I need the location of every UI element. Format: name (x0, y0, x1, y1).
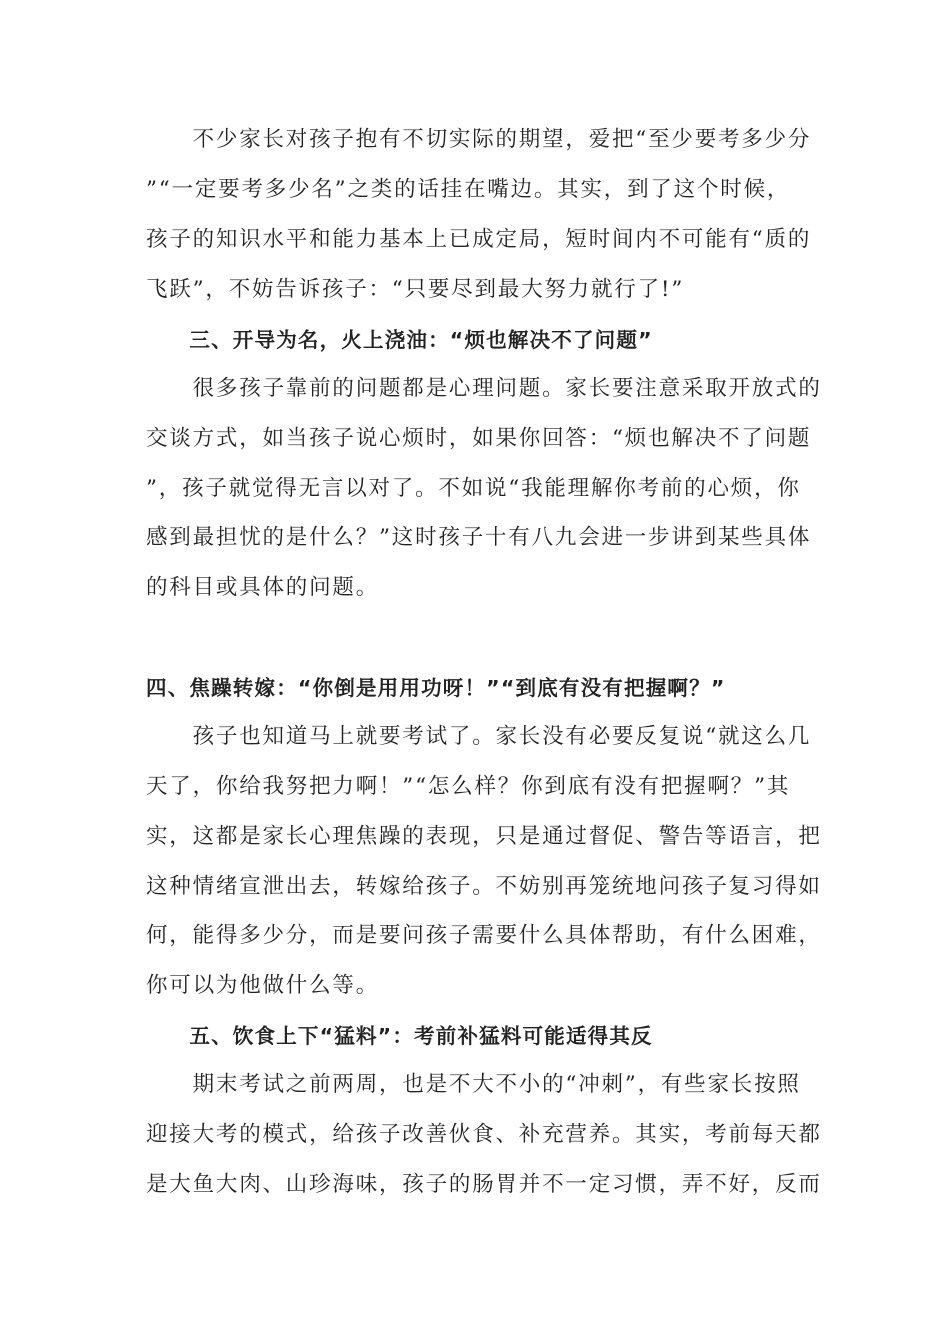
section-heading-3: 三、开导为名，火上浇油：“烦也解决不了问题” (146, 328, 653, 352)
paragraph-line: 是大鱼大肉、山珍海味，孩子的肠胃并不一定习惯，弄不好，反而 (146, 1172, 822, 1197)
section-heading-5: 五、饮食上下“猛料”：考前补猛料可能适得其反 (146, 1024, 653, 1048)
paragraph-line: 不少家长对孩子抱有不切实际的期望，爱把“至少要考多少分 (146, 127, 812, 152)
paragraph-line: 迎接大考的模式，给孩子改善伙食、补充营养。其实，考前每天都 (146, 1122, 822, 1147)
paragraph-line: 期末考试之前两周，也是不大不小的“冲刺”，有些家长按照 (146, 1072, 801, 1097)
paragraph-line: 实，这都是家长心理焦躁的表现，只是通过督促、警告等语言，把 (146, 824, 822, 849)
paragraph-line: 飞跃”，不妨告诉孩子：“只要尽到最大努力就行了!” (146, 277, 685, 302)
paragraph-line: 孩子也知道马上就要考试了。家长没有必要反复说“就这么几 (146, 724, 812, 749)
paragraph-line: 感到最担忧的是什么？”这时孩子十有八九会进一步讲到某些具体 (146, 525, 812, 550)
paragraph-line: 何，能得多少分，而是要问孩子需要什么具体帮助，有什么困难， (146, 923, 822, 948)
paragraph-line: 你可以为他做什么等。 (146, 973, 380, 998)
section-heading-4: 四、焦躁转嫁：“你倒是用用功呀！”“到底有没有把握啊？” (146, 676, 726, 700)
paragraph-line: 交谈方式，如当孩子说心烦时，如果你回答：“烦也解决不了问题 (146, 426, 812, 451)
paragraph-line: ”，孩子就觉得无言以对了。不如说“我能理解你考前的心烦，你 (146, 476, 801, 501)
paragraph-line: ”“一定要考多少名”之类的话挂在嘴边。其实，到了这个时候， (146, 177, 791, 202)
paragraph-line: 孩子的知识水平和能力基本上已成定局，短时间内不可能有“质的 (146, 227, 812, 252)
paragraph-line: 的科目或具体的问题。 (146, 575, 380, 600)
paragraph-line: 这种情绪宣泄出去，转嫁给孩子。不妨别再笼统地问孩子复习得如 (146, 874, 822, 899)
paragraph-line: 很多孩子靠前的问题都是心理问题。家长要注意采取开放式的 (146, 376, 822, 401)
paragraph-line: 天了，你给我努把力啊！”“怎么样？你到底有没有把握啊？”其 (146, 774, 791, 799)
